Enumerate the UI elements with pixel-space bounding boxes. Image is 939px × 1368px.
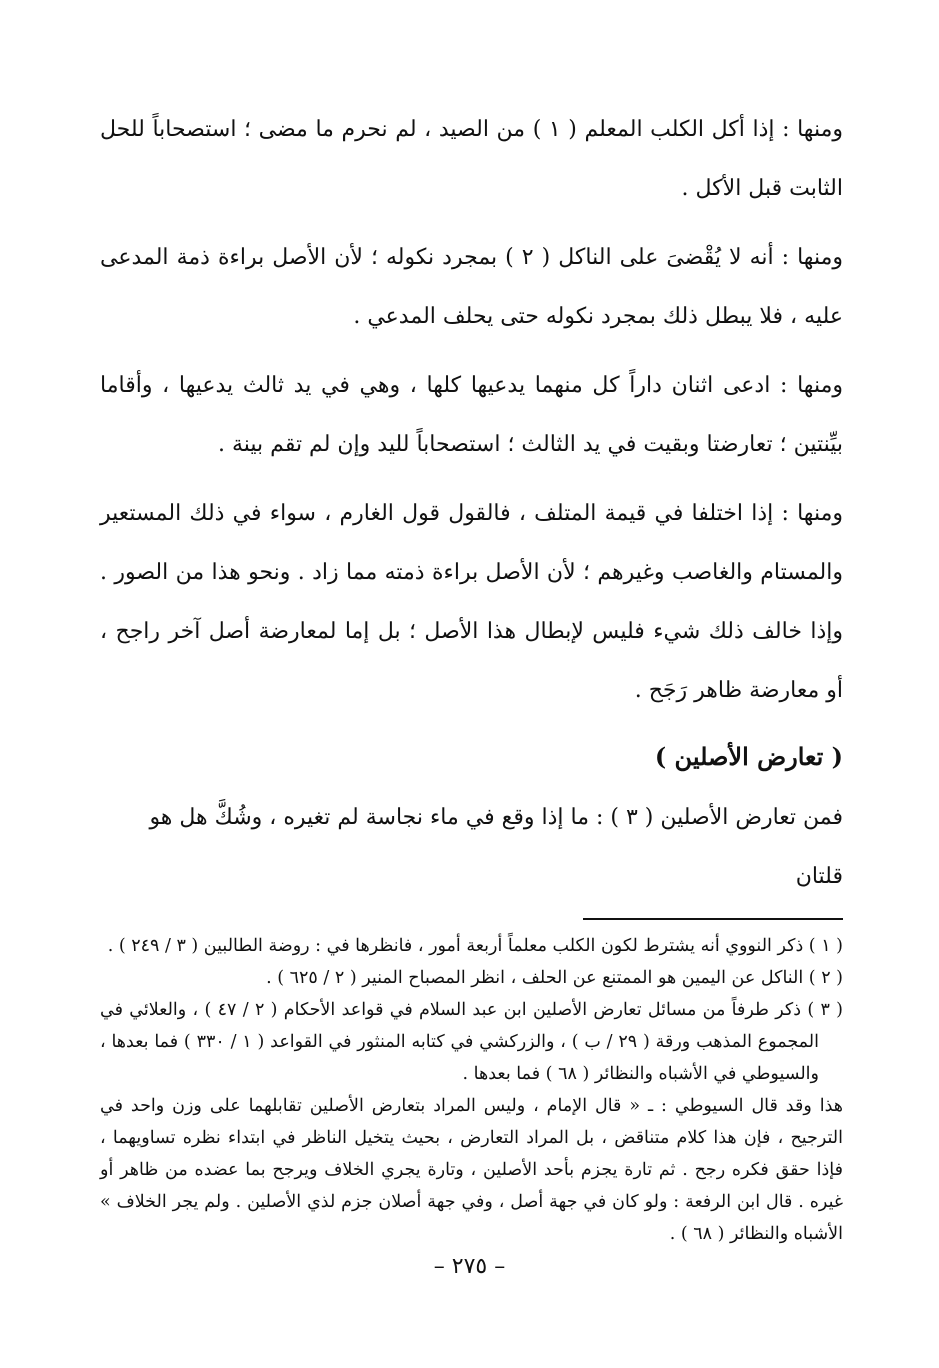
body-paragraph-1: ومنها : إذا أكل الكلب المعلم ( ١ ) من الصيد ، لم نحرم ما مضى ؛ استصحاباً للحل الثابت قبل الأكل . <box>100 117 843 201</box>
body-last-line: فمن تعارض الأصلين ( ٣ ) : ما إذا وقع في ماء نجاسة لم تغيره ، وشُكَّ هل هو قلتان <box>149 805 843 889</box>
body-paragraph-3: ومنها : ادعى اثنان داراً كل منهما يدعيها كلها ، وهي في يد ثالث يدعيها ، وأقاما بيِّنتين ؛ تعارضتا وبقيت في يد الثالث ؛ استصحاباً لليد وإن لم تقم بينة . <box>100 373 843 457</box>
footnote-separator <box>583 918 843 920</box>
section-heading: ( تعارض الأصلين ) <box>654 742 843 771</box>
page-number: – ٢٧٥ – <box>433 1254 506 1279</box>
footnote-3-continued: هذا وقد قال السيوطي : ـ « قال الإمام ، وليس المراد بتعارض الأصلين تقابلهما على وزن واحد في الترجيح ، فإن هذا كلام متناقض ، بل المراد التعارض ، بحيث يتخيل الناظر في ابتداء نظره تساويهما ، فإذا حقق فكره رجح . ثم تارة يجزم بأحد الأصلين ، وتارة يجري الخلاف ويرجح بما عضده من ظاهر أو غيره . قال ابن الرفعة : ولو كان في جهة أصل ، وفي جهة أصلان جزم لذي الأصلين . ولم يجر الخلاف » الأشباه والنظائر ( ٦٨ ) . <box>100 1096 843 1244</box>
footnote-1: ( ١ ) ذكر النووي أنه يشترط لكون الكلب معلماً أربعة أمور ، فانظرها في : روضة الطالبين ( ٣ / ٢٤٩ ) . <box>107 936 843 956</box>
footnote-2: ( ٢ ) الناكل عن اليمين هو الممتنع عن الحلف ، انظر المصباح المنير ( ٢ / ٦٢٥ ) . <box>266 968 843 988</box>
footnote-3: ( ٣ ) ذكر طرفاً من مسائل تعارض الأصلين ابن عبد السلام في قواعد الأحكام ( ٢ / ٤٧ ) ، والعلائي في المجموع المذهب ورقة ( ٢٩ / ب ) ، والزركشي في كتابه المنثور في القواعد ( ١ / ٣٣٠ ) فما بعدها ، والسيوطي في الأشباه والنظائر ( ٦٨ ) فما بعدها . <box>100 1000 843 1084</box>
body-paragraph-2: ومنها : أنه لا يُقْضىَ على الناكل ( ٢ ) بمجرد نكوله ؛ لأن الأصل براءة ذمة المدعى عليه ، فلا يبطل ذلك بمجرد نكوله حتى يحلف المدعي . <box>100 245 843 329</box>
page-content <box>100 100 843 1368</box>
body-paragraph-4: ومنها : إذا اختلفا في قيمة المتلف ، فالقول قول الغارم ، سواء في ذلك المستعير والمستام والغاصب وغيرهم ؛ لأن الأصل براءة ذمته مما زاد . ونحو هذا من الصور . وإذا خالف ذلك شيء فليس لإبطال هذا الأصل ؛ بل إما لمعارضة أصل آخر راجح ، أو معارضة ظاهر رَجَح . <box>100 501 843 703</box>
footnotes <box>100 930 843 1250</box>
